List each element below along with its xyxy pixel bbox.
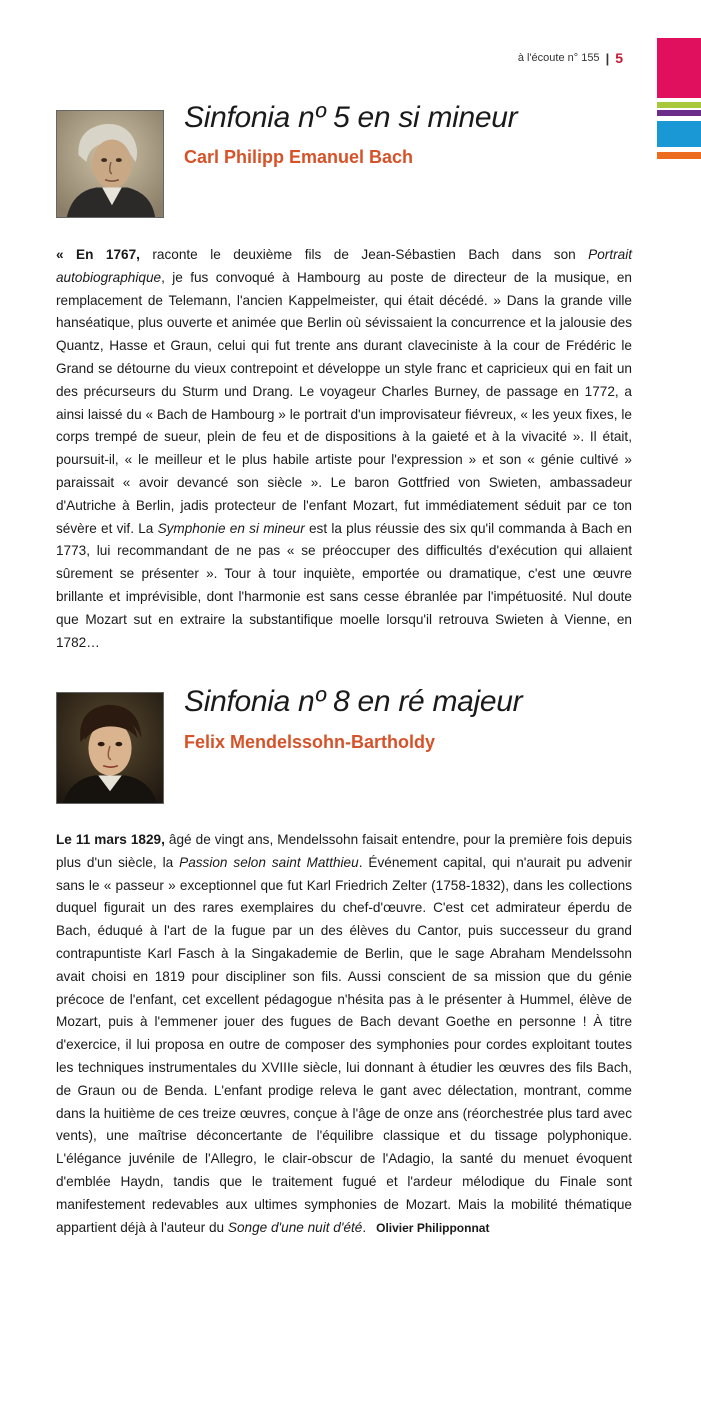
color-tab-blue [657,121,701,147]
color-tab-pink [657,38,701,98]
article2-lead: Le 11 mars 1829, [56,832,165,847]
article1-text: , je fus convoqué à Hambourg au poste de directeur de la musique, en remplacement de Telemann, l'ancien Kappelmeister, qui était décédé. » Dans la grande ville hanséatique, plus ouverte et animée que Berlin où sévissaient la concurrence et la jalousie des Quantz, Hasse et Graun, celui qui fut trente ans durant claveciniste à la cour de Frédéric le Grand se détourne du vieux contrepoint et développe un style franc et capricieux qui en fait un des précurseurs du Sturm und Drang. Le voyageur Charles Burney, de passage en 1772, a ainsi laissé du « Bach de Hambourg » le portrait d'un improvisateur fiévreux, « les yeux fixes, le corps trempé de sueur, plein de feu et de dispositions à la gaieté et à la vivacité ». Il était, poursuit-il, « le meilleur et le plus habile artiste pour l'expression » et son « génie cultivé » paraissait « avoir devancé son siècle ». Le baron Gottfried von Swieten, ambassadeur d'Autriche à Berlin, jadis protecteur de l'enfant Mozart, fut immédiatement séduit par ce ton sévère et vif. La [56,269,632,536]
page-header [518,50,623,66]
article1-text: raconte le deuxième fils de Jean-Sébastien Bach dans son [139,247,589,262]
article2-composer: Felix Mendelssohn-Bartholdy [184,732,436,752]
article1-italic: Symphonie en si mineur [157,520,305,536]
article1-text: est la plus réussie des six qu'il commanda à Bach en 1773, lui recommandant de ne pas « se préoccuper des difficultés d'exécution qui allaient sûrement se présenter ». Tour à tour inquiète, emportée ou dramatique, c'est une œuvre brillante et imprévisible, dont l'harmonie est sans cesse ébranlée par l'impétuosité. Nul doute que Mozart sut en extraire la substantifique moelle lorsqu'il retrouva Swieten à Vienne, en 1782… [56,520,632,650]
article1-lead: « En 1767, [56,247,140,262]
article2-title: Sinfonia nº 8 en ré majeur [184,685,523,718]
article1-title: Sinfonia nº 5 en si mineur [184,101,518,134]
article1-body [56,244,632,654]
color-tab-purple [657,110,701,116]
article2-text: . [362,1219,367,1235]
portrait-bach-image [56,110,164,218]
page-number: 5 [615,50,623,66]
color-tab-lime [657,102,701,108]
article1-composer: Carl Philipp Emanuel Bach [184,147,414,167]
article2-text: âgé de vingt ans, Mendelssohn faisait entendre, pour la première fois depuis plus d'un siècle, la [56,832,632,870]
article2-text: . Événement capital, qui n'aurait pu advenir sans le « passeur » exceptionnel que fut Karl Friedrich Zelter (1758-1832), dans les collections duquel figurait un des rares exemplaires du chef-d'œuvre. C'est cet admirateur éperdu de Bach, éduqué à l'art de la fugue par un des élèves du Cantor, puis successeur du grand contrapuntiste Karl Fasch à la Singakademie de Berlin, que le sage Abraham Mendelssohn avait choisi en 1819 pour discipliner son fils. Aussi conscient de sa mission que du génie précoce de l'enfant, cet excellent pédagogue n'hésita pas à le présenter à Hummel, élève de Mozart, puis à l'emmener jouer des fugues de Bach devant Goethe en personne ! À titre d'exercice, il lui proposa en outre de composer des symphonies pour cordes exploitant toutes les techniques instrumentales du XVIIIe siècle, lui donnant à étudier les œuvres des fils Bach, de Graun ou de Benda. L'enfant prodige releva le gant avec délectation, montrant, comme dans la huitième de ces treize œuvres, conçue à l'âge de onze ans (réorchestrée plus tard avec vents), une maîtrise déconcertante de l'équilibre classique et du tissage polyphonique. L'élégance juvénile de l'Allegro, le clair-obscur de l'Adagio, la santé du menuet évoquent d'emblée Haydn, tandis que le traitement fugué et l'ardeur mélodique du Finale sont manifestement redevables aux ultimes symphonies de Mozart. Mais la mobilité thématique appartient déjà à l'auteur du [56,854,632,1235]
header-separator: | [605,50,610,66]
color-tab-orange [657,152,701,159]
magazine-issue: à l'écoute n° 155 [517,52,600,64]
article1-italic: Portrait autobiographique [56,247,632,285]
article2-body [56,829,632,1239]
author-signature: Olivier Philipponnat [376,1220,490,1235]
article2-italic: Songe d'une nuit d'été [227,1219,363,1235]
portrait-mendelssohn-image [56,692,164,804]
article2-italic: Passion selon saint Matthieu [179,854,359,870]
